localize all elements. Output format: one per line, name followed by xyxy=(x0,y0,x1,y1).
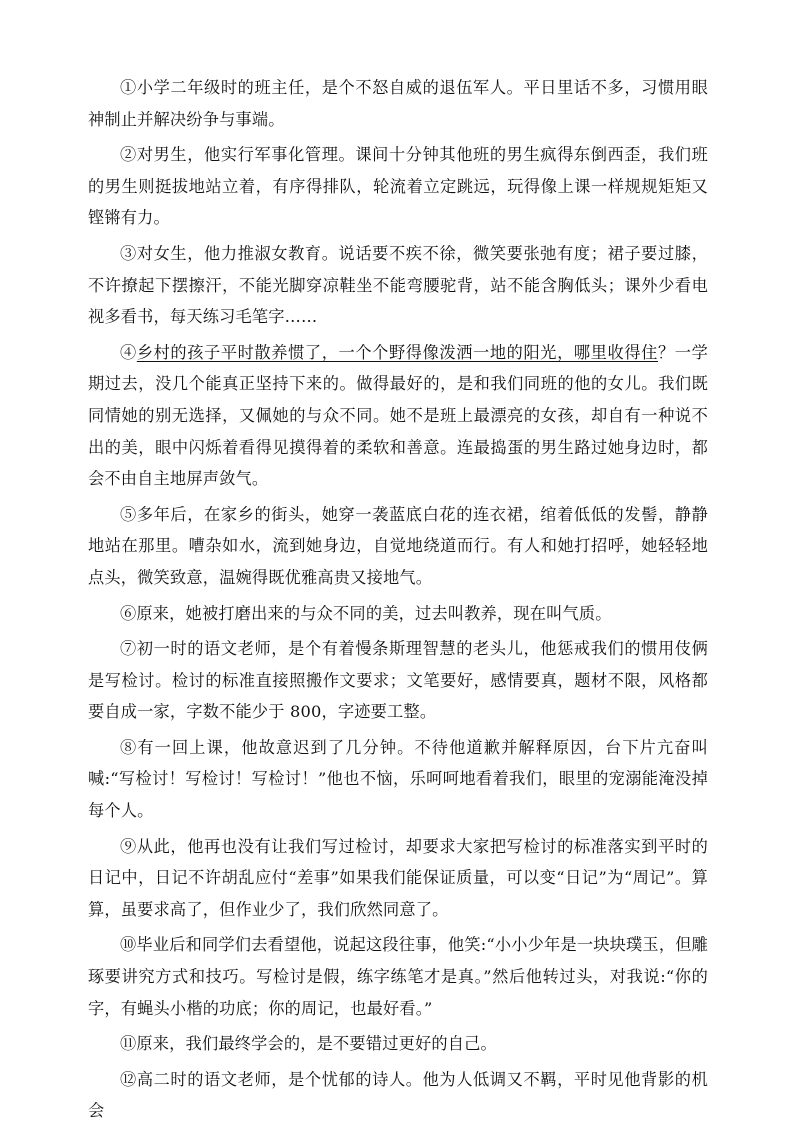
paragraph-7 xyxy=(88,633,708,728)
paragraph-text: 有一回上课，他故意迟到了几分钟。不待他道歉并解释原因，台下片亢奋叫喊:“写检讨！写检讨！写检讨！”他也不恼，乐呵呵地看着我们，眼里的宠溺能淹没掉每个人。 xyxy=(88,737,708,821)
paragraph-number: ③ xyxy=(120,243,137,263)
paragraph-3 xyxy=(88,238,708,333)
paragraph-11 xyxy=(88,1028,708,1060)
paragraph-text: 毕业后和同学们去看望他，说起这段往事，他笑:“小小少年是一块块璞玉，但雕琢要讲究方式和技巧。写检讨是假，练字练笔才是真。”然后他转过头，对我说:“你的字，有蝇头小楷的功底；你的周记，也最好看。” xyxy=(88,935,708,1018)
paragraph-number: ④ xyxy=(120,342,137,362)
paragraph-number: ② xyxy=(120,145,137,165)
paragraph-text: 原来，我们最终学会的，是不要错过更好的自己。 xyxy=(136,1034,497,1054)
paragraph-text: 原来，她被打磨出来的与众不同的美，过去叫教养，现在叫气质。 xyxy=(136,603,612,623)
paragraph-number: ⑧ xyxy=(120,737,138,757)
paragraph-text: 从此，他再也没有让我们写过检讨，却要求大家把写检讨的标准落实到平时的日记中，日记不许胡乱应付“差事”如果我们能保证质量，可以变“日记”为“周记”。算算，虽要求高了，但作业少了，我们欣然同意了。 xyxy=(88,836,708,919)
paragraph-2 xyxy=(88,139,708,234)
paragraph-4 xyxy=(88,337,708,495)
paragraph-number: ⑨ xyxy=(120,836,137,856)
underlined-sentence: 乡村的孩子平时散养惯了，一个个野得像泼洒一地的阳光，哪里收得住 xyxy=(136,342,658,362)
paragraph-text: 高二时的语文老师，是个忧郁的诗人。他为人低调又不羁，平时见他背影的机会 xyxy=(88,1069,708,1121)
paragraph-5 xyxy=(88,499,708,594)
paragraph-6 xyxy=(88,598,708,630)
document-page xyxy=(88,72,708,1131)
paragraph-number: ⑥ xyxy=(120,603,137,623)
paragraph-1 xyxy=(88,72,708,135)
paragraph-number: ⑤ xyxy=(120,504,137,524)
paragraph-8 xyxy=(88,732,708,827)
paragraph-text: 小学二年级时的班主任，是个不怒自威的退伍军人。平日里话不多，习惯用眼神制止并解决纷争与事端。 xyxy=(88,78,708,129)
paragraph-number: ① xyxy=(120,78,137,97)
paragraph-number: ⑫ xyxy=(120,1069,137,1089)
paragraph-text: 多年后，在家乡的街头，她穿一袭蓝底白花的连衣裙，绾着低低的发髻，静静地站在那里。嘈杂如水，流到她身边，自觉地绕道而行。有人和她打招呼，她轻轻地点头，微笑致意，温婉得既优雅高贵又接地气。 xyxy=(88,504,708,587)
paragraph-number: ⑦ xyxy=(120,639,137,659)
paragraph-number: ⑩ xyxy=(120,935,137,955)
paragraph-12 xyxy=(88,1064,708,1127)
paragraph-text: 对女生，他力推淑女教育。说话要不疾不徐，微笑要张弛有度；裙子要过膝，不许撩起下摆擦汗，不能光脚穿凉鞋坐不能弯腰驼背，站不能含胸低头；课外少看电视多看书，每天练习毛笔字…… xyxy=(88,243,708,327)
paragraph-9 xyxy=(88,831,708,926)
paragraph-text: ？一学期过去，没几个能真正坚持下来的。做得最好的，是和我们同班的他的女儿。我们既同情她的别无选择，又佩她的与众不同。她不是班上最漂亮的女孩，却自有一种说不出的美，眼中闪烁着看得见摸得着的柔软和善意。连最捣蛋的男生路过她身边时，都会不由自主地屏声敛气。 xyxy=(88,342,708,489)
paragraph-number: ⑪ xyxy=(120,1034,137,1054)
paragraph-10 xyxy=(88,929,708,1024)
paragraph-text: 对男生，他实行军事化管理。课间十分钟其他班的男生疯得东倒西歪，我们班的男生则挺拔地站立着，有序得排队，轮流着立定跳远，玩得像上课一样规规矩矩又铿锵有力。 xyxy=(88,145,708,228)
paragraph-text: 初一时的语文老师，是个有着慢条斯理智慧的老头儿，他惩戒我们的惯用伎俩是写检讨。检讨的标准直接照搬作文要求；文笔要好，感情要真，题材不限，风格都要自成一家，字数不能少于 800，字迹要工整。 xyxy=(88,639,708,722)
